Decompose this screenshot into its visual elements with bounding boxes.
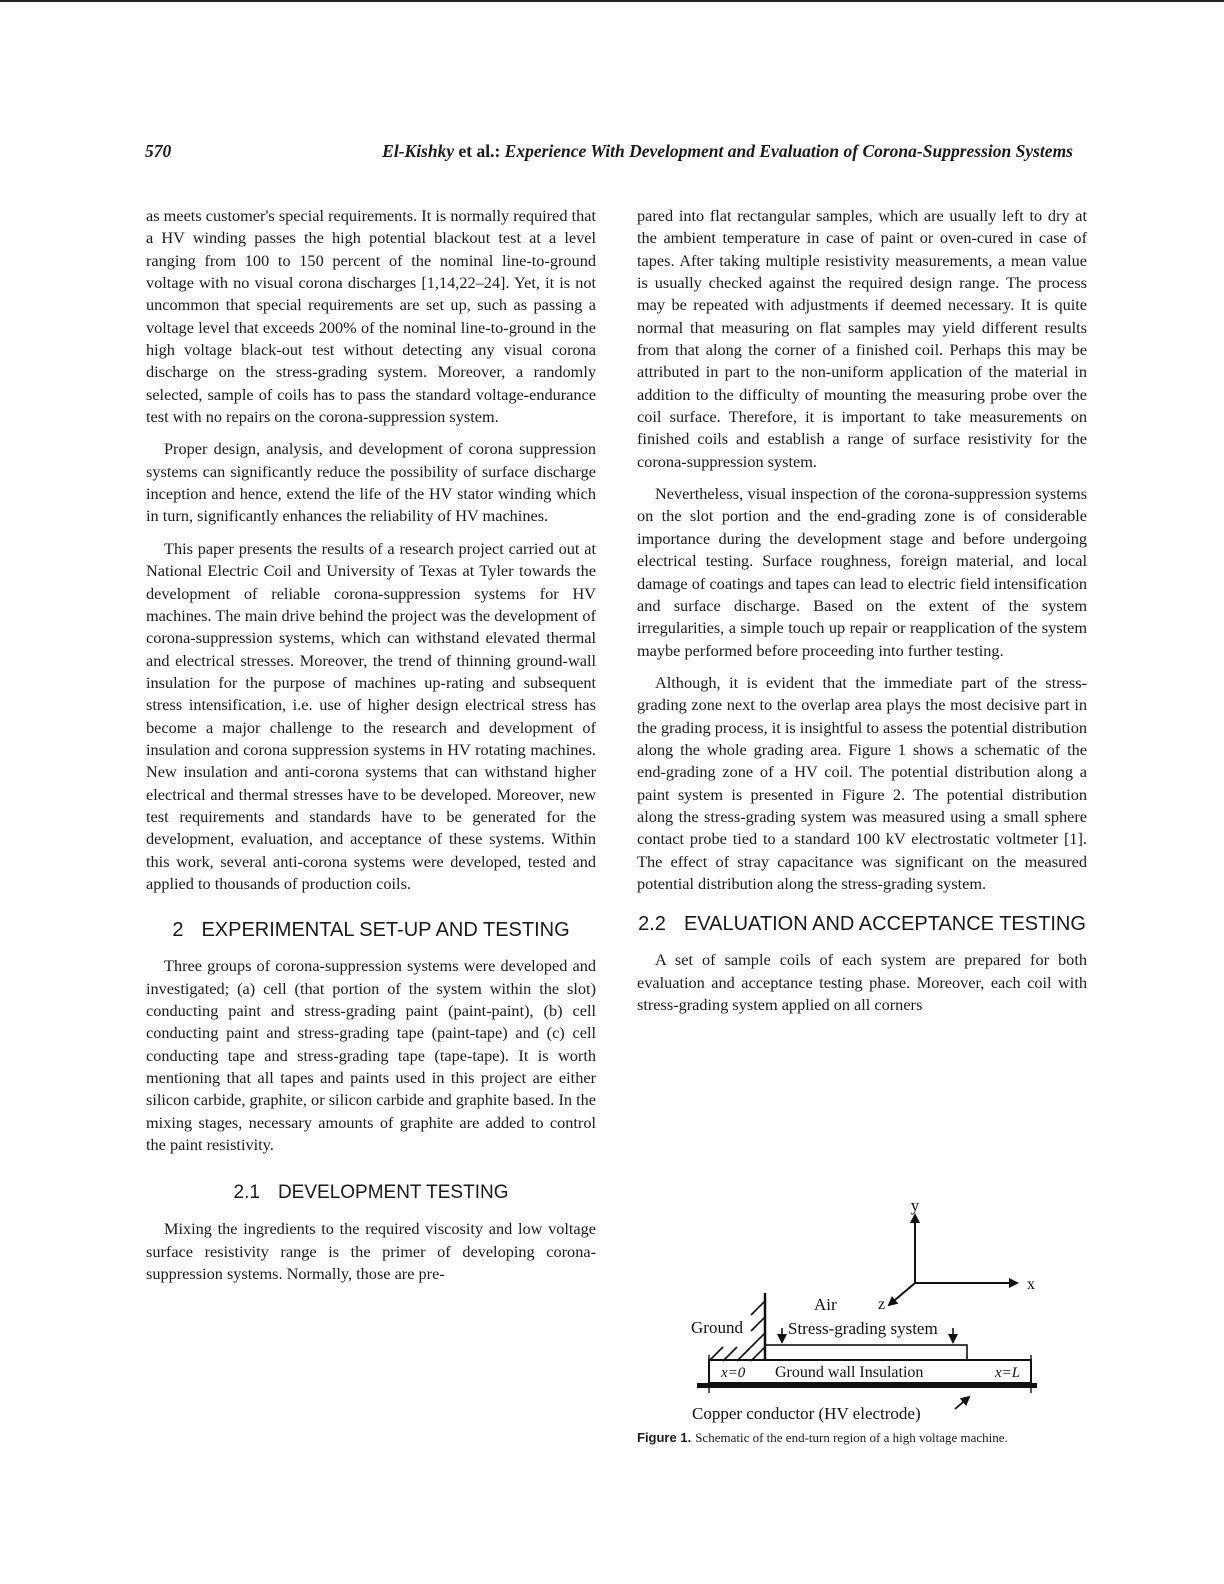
air-label: Air (814, 1295, 837, 1314)
caption-text: Schematic of the end-turn region of a high voltage machine. (695, 1430, 1008, 1445)
copper-arrow (955, 1397, 969, 1409)
header-title: Experience With Development and Evaluation of Corona-Suppression Systems (504, 141, 1073, 161)
header-etal: et al.: (454, 141, 501, 161)
stress-grading-label: Stress-grading system (788, 1319, 938, 1338)
section-title: EXPERIMENTAL SET-UP AND TESTING (201, 919, 570, 942)
header-authors: El-Kishky (382, 141, 455, 161)
y-axis-label: y (910, 1196, 920, 1215)
section-title: DEVELOPMENT TESTING (277, 1182, 509, 1204)
page-top-rule (0, 0, 1224, 2)
paragraph: Although, it is evident that the immediate part of the stress-grading zone next to the overlap area plays the most decisive part in the grading process, it is insightful to assess the potential distribution along the whole grading area. Figure 1 shows a schematic of the end-grading zone of a HV coil. The potential distribution along a paint system is presented in Figure 2. The potential distribution along the stress-grading system was measured using a small sphere contact probe tied to a standard 100 kV electrostatic voltmeter [1]. The effect of stray capacitance was significant on the measured potential distribution along the stress-grading system. (637, 672, 1087, 893)
caption-label: Figure 1. (637, 1430, 692, 1445)
insulation-label: Ground wall Insulation (775, 1364, 924, 1381)
stress-grading-layer (765, 1345, 967, 1360)
running-header (145, 141, 1073, 165)
z-axis-arrow (889, 1283, 915, 1305)
section-number: 2.2 (638, 913, 666, 936)
figure-caption (637, 1429, 1089, 1446)
paragraph: Mixing the ingredients to the required viscosity and low voltage surface resistivity range is the primer of developing corona-suppression systems. Normally, those are pre- (146, 1219, 596, 1284)
left-column (146, 205, 596, 1295)
section-number: 2 (172, 919, 184, 942)
ground-label: Ground (691, 1318, 743, 1337)
section-title: EVALUATION AND ACCEPTANCE TESTING (683, 913, 1086, 936)
x0-label: x=0 (721, 1365, 746, 1381)
paragraph: Nevertheless, visual inspection of the corona-suppression systems on the slot portion and the end-grading zone is of considerable importance during the development stage and before undergoing electrical testing. Surface roughness, foreign material, and local damage of coatings and tapes can lead to electric field intensification and surface discharge. Based on the extent of the system irregularities, a simple touch up repair or reapplication of the system maybe performed before proceeding into further testing. (637, 484, 1087, 660)
right-column (637, 205, 1087, 1026)
x-axis-label: x (1027, 1276, 1035, 1293)
section-heading-2 (146, 919, 596, 941)
paragraph: Three groups of corona-suppression systems were developed and investigated; (a) cell (that portion of the system within the slot) conducting paint and stress-grading paint (paint-paint), (b) cell conducting paint and stress-grading tape (paint-tape) and (c) cell conducting tape and stress-grading tape (tape-tape). It is worth mentioning that all tapes and paints used in this project are either silicon carbide, graphite, or silicon carbide and graphite based. In the mixing stages, necessary amounts of graphite are added to control the paint resistivity. (146, 956, 596, 1155)
running-title (382, 141, 1073, 162)
figure-1 (637, 1195, 1089, 1446)
paragraph: A set of sample coils of each system are prepared for both evaluation and acceptance testing phase. Moreover, each coil with stress-grading system applied on all corners (637, 950, 1087, 1014)
paragraph: pared into flat rectangular samples, which are usually left to dry at the ambient temperature in case of paint or oven-cured in case of tapes. After taking multiple resistivity measurements, a mean value is usually checked against the required design range. The process may be repeated with adjustments if deemed necessary. It is quite normal that measuring on flat samples may yield different results from that along the corner of a finished coil. Perhaps this may be attributed in part to the non-uniform application of the material in addition to the difficulty of mounting the measuring probe over the coil surface. Therefore, it is important to take measurements on finished coils and establish a range of surface resistivity for the corona-suppression system. (637, 206, 1087, 471)
paragraph: This paper presents the results of a research project carried out at National Electric Coil and University of Texas at Tyler towards the development of reliable corona-suppression systems for HV machines. The main drive behind the project was the development of corona-suppression systems, which can withstand elevated thermal and electrical stresses. Moreover, the trend of thinning ground-wall insulation for the purpose of machines up-rating and subsequent stress intensification, i.e. use of higher design electrical stress has become a major challenge to the research and development of insulation and corona suppression systems in HV rotating machines. New insulation and anti-corona systems that can withstand higher electrical and thermal stresses have to be developed. Moreover, new test requirements and standards have to be generated for the development, evaluation, and acceptance of these systems. Within this work, several anti-corona systems were developed, tested and applied to thousands of production coils. (146, 538, 596, 893)
section-heading-2-1 (146, 1182, 596, 1204)
paragraph: Proper design, analysis, and development of corona suppression systems can significantly reduce the possibility of surface discharge inception and hence, extend the life of the HV stator winding which in turn, significantly enhances the reliability of HV machines. (146, 439, 596, 526)
paragraph: as meets customer's special requirements. It is normally required that a HV winding passes the high potential blackout test at a level ranging from 100 to 150 percent of the nominal line-to-ground voltage with no visual corona discharges [1,14,22–24]. Yet, it is not uncommon that special requirements are set up, such as passing a voltage level that exceeds 200% of the nominal line-to-ground in the high voltage black-out test without detecting any visual corona discharge on the stress-grading system. Moreover, a randomly selected, sample of coils has to pass the standard voltage-endurance test with no repairs on the corona-suppression system. (146, 206, 596, 427)
xL-label: x=L (995, 1365, 1021, 1381)
copper-conductor (697, 1383, 1037, 1388)
page-number: 570 (145, 141, 172, 161)
z-axis-label: z (878, 1296, 886, 1313)
section-number: 2.1 (233, 1182, 260, 1204)
end-turn-schematic (637, 1195, 1089, 1427)
copper-label: Copper conductor (HV electrode) (692, 1404, 921, 1423)
section-heading-2-2 (637, 913, 1087, 935)
